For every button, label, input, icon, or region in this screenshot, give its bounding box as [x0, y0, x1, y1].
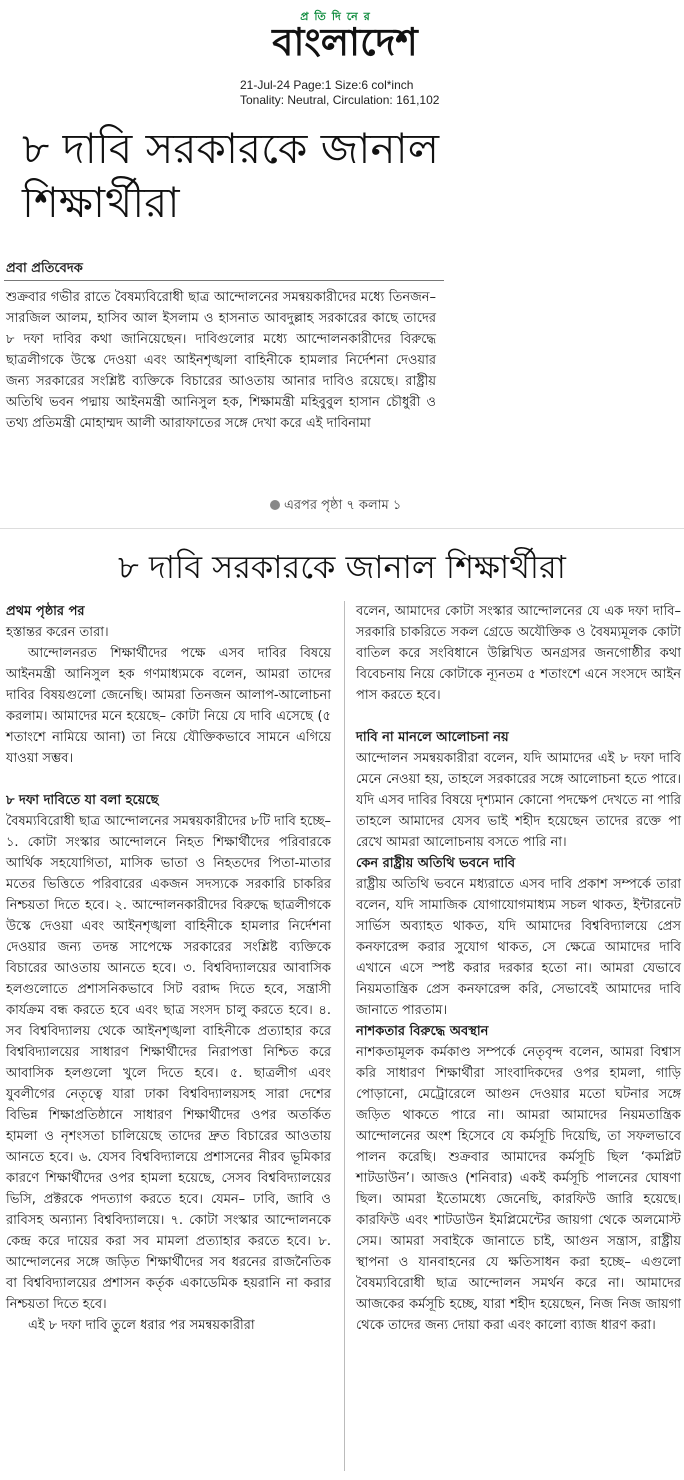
byline-rule: [4, 280, 444, 281]
left-column: [6, 601, 331, 1336]
masthead: [0, 0, 684, 112]
paragraph: রাষ্ট্রীয় অতিথি ভবনে মধ্যরাতে এসব দাবি প্রকাশ সম্পর্কে তারা বলেন, যদি সামাজিক যোগাযোগমাধ্যম সচল থাকত, ইন্টারনেট সার্ভিস অব্যাহত থাকত, যদি আমাদের বিশ্ববিদ্যালয়ে প্রেস কনফারেন্স করার সুযোগ থাকত, সে ক্ষেত্রে আমাদের দাবি এখানে এসে স্পষ্ট করার দরকার হতো না। আমরা যেভাবে নিয়মতান্ত্রিক প্রেস কনফারেন্স করি, সেভাবেই আমাদের দাবি জানাতে পারতাম।: [356, 877, 681, 1018]
subheading: ৮ দফা দাবিতে যা বলা হয়েছে: [6, 793, 159, 808]
front-page-clip: [0, 112, 448, 517]
paragraph: বলেন, আমাদের কোটা সংস্কার আন্দোলনের যে এক দফা দাবি– সরকারি চাকরিতে সকল গ্রেডে অযৌক্তিক ও বৈষম্যমূলক কোটা বাতিল করে সংবিধানে উল্লিখিত অনগ্রসর জনগোষ্ঠীর কথা বিবেচনায় নিয়ে কোটাকে ন্যূনতম ৫ শতাংশে এনে সংসদে আইন পাস করতে হবে।: [356, 604, 681, 703]
paragraph-gap: [6, 769, 331, 790]
byline: প্রবা প্রতিবেদক: [6, 261, 83, 276]
clip-meta-tonality: Tonality: Neutral, Circulation: 161,102: [240, 93, 440, 107]
paragraph-gap: [356, 706, 681, 727]
paragraph: এই ৮ দফা দাবি তুলে ধরার পর সমন্বয়কারীরা: [28, 1318, 255, 1333]
subheading: দাবি না মানলে আলোচনা নয়: [356, 730, 509, 745]
subheading: নাশকতার বিরুদ্ধে অবস্থান: [356, 1024, 489, 1039]
clip-meta-date: 21-Jul-24 Page:1 Size:6 col*inch: [240, 78, 414, 92]
column-divider: [344, 601, 345, 1471]
jump-line: [270, 496, 401, 517]
lead-paragraph: শুক্রবার গভীর রাতে বৈষম্যবিরোধী ছাত্র আন্দোলনের সমন্বয়কারীদের মধ্যে তিনজন– সারজিল আলম, হাসিব আল ইসলাম ও হাসনাত আবদুল্লাহ সরকারের কাছে তাদের ৮ দফা দাবির কথা জানিয়েছেন। দাবিগুলোর মধ্যে আন্দোলনকারীদের বিরুদ্ধে ছাত্রলীগকে উস্কে দেওয়া এবং আইনশৃঙ্খলা বাহিনীকে হামলার নির্দেশনা দেওয়ার জন্য সরকারের সংশ্লিষ্ট ব্যক্তিকে বিচারের আওতায় আনার দাবিও রয়েছে। রাষ্ট্রীয় অতিথি ভবন পদ্মায় আইনমন্ত্রী আনিসুল হক, শিক্ষামন্ত্রী মহিবুবুল হাসান চৌধুরী ও তথ্য প্রতিমন্ত্রী মোহাম্মদ আলী আরাফাতের সঙ্গে দেখা করে এই দাবিনামা: [6, 290, 436, 431]
paragraph: নাশকতামূলক কর্মকাণ্ড সম্পর্কে নেতৃবৃন্দ বলেন, আমরা বিশ্বাস করি সাধারণ শিক্ষার্থীরা সাংবাদিকদের ওপর হামলা, গাড়ি পোড়ানো, মেট্রোরেলে আগুন দেওয়ার মতো ঘটনার সঙ্গে জড়িত থাকতে পারে না। আমরা আমাদের নিয়মতান্ত্রিক আন্দোলনের অংশ হিসেবে যে কর্মসূচি দিয়েছি, তা সফলভাবে পালন করেছি। শুক্রবার আমাদের কর্মসূচি ছিল ‘কমপ্লিট শাটডাউন’। আজও (শনিবার) একই কর্মসূচি পালনের ঘোষণা ছিল। আমরা ইতোমধ্যে জেনেছি, কারফিউ জারি হয়েছে। কারফিউ এবং শাটডাউন ইমপ্লিমেন্টের জায়গা থেকে অলমোস্ট সেম। আমরা সবাইকে জানাতে চাই, আগুন সন্ত্রাস, রাষ্ট্রীয় স্থাপনা ও যানবাহনের যে ক্ষতিসাধন করা হচ্ছে– এগুলো বৈষম্যবিরোধী ছাত্র আন্দোলন সমর্থন করে না। আমাদের আজকের কর্মসূচি হচ্ছে, যারা শহীদ হয়েছেন, নিজ নিজ জায়গা থেকে তাদের জন্য দোয়া করা এবং কালো ব্যাজ ধারণ করা।: [356, 1045, 681, 1333]
bullet-dot-icon: [270, 500, 280, 510]
masthead-logo: বাংলাদেশ: [272, 20, 418, 64]
right-column: [356, 601, 681, 1336]
continuation-headline: ৮ দাবি সরকারকে জানাল শিক্ষার্থীরা: [118, 548, 566, 586]
paragraph: বৈষম্যবিরোধী ছাত্র আন্দোলনের সমন্বয়কারীদের ৮টি দাবি হচ্ছে– ১. কোটা সংস্কার আন্দোলনে নিহত শিক্ষার্থীদের পরিবারকে আর্থিক সহযোগিতা, মাসিক ভাতা ও নিহতদের পিতা-মাতার মতের ভিত্তিতে পরিবারের একজন সদস্যকে সরকারি চাকরির নিশ্চয়তা দিতে হবে। ২. আন্দোলনকারীদের বিরুদ্ধে ছাত্রলীগকে উস্কে দেওয়া এবং আইনশৃঙ্খলা বাহিনীকে হামলার নির্দেশনা দেওয়ার জন্য তদন্ত সাপেক্ষে সরকারের সংশ্লিষ্ট ব্যক্তিকে বিচারের আওতায় আনতে হবে। ৩. বিশ্ববিদ্যালয়ের আবাসিক হলগুলোতে প্রশাসনিকভাবে সিট বরাদ্দ দিতে হবে, সন্ত্রাসী কার্যক্রম বন্ধ করতে হবে এবং ছাত্র সংসদ চালু করতে হবে। ৪. সব বিশ্ববিদ্যালয় থেকে আইনশৃঙ্খলা বাহিনীকে প্রত্যাহার করে বিশ্ববিদ্যালয়ের সাধারণ শিক্ষার্থীদের নিরাপত্তা নিশ্চিত করে আবাসিক হলগুলো খুলে দিতে হবে। ৫. ছাত্রলীগ এবং যুবলীগের নেতৃত্বে যারা ঢাকা বিশ্ববিদ্যালয়সহ সারা দেশের বিভিন্ন শিক্ষাপ্রতিষ্ঠানে সাধারণ শিক্ষার্থীদের ওপর অতর্কিত হামলা ও নৃশংসতা চালিয়েছে তাদের দ্রুত বিচারের আওতায় আনতে হবে। ৬. যেসব বিশ্ববিদ্যালয়ে প্রশাসনের নীরব ভূমিকার কারণে শিক্ষার্থীদের ওপর হামলা হয়েছে, সেসব বিশ্ববিদ্যালয়ের ভিসি, প্রক্টরকে পদত্যাগ করতে হবে। যেমন– ঢাবি, জাবি ও রাবিসহ অন্যান্য বিশ্ববিদ্যালয়ে। ৭. কোটা সংস্কার আন্দোলনকে কেন্দ্র করে দায়ের করা সব মামলা প্রত্যাহার করতে হবে। ৮. আন্দোলনের সঙ্গে জড়িত শিক্ষার্থীদের সব ধরনের রাজনৈতিক বা বিশ্ববিদ্যালয়ের প্রশাসন কর্তৃক একাডেমিক হয়রানি না করার নিশ্চয়তা দিতে হবে।: [6, 814, 331, 1312]
front-headline: ৮ দাবি সরকারকে জানাল শিক্ষার্থীরা: [22, 124, 440, 227]
paragraph: আন্দোলনরত শিক্ষার্থীদের পক্ষে এসব দাবির বিষয়ে আইনমন্ত্রী আনিসুল হক গণমাধ্যমকে বলেন, আমরা তাদের দাবির বিষয়গুলো জেনেছি। আমরা তিনজন আলাপ-আলোচনা করলাম। আমাদের মনে হয়েছে– কোটা নিয়ে যে দাবি এসেছে (৫ শতাংশে নামিয়ে আনা) তা নিয়ে যৌক্তিকভাবে সামনে এগিয়ে যাওয়া সম্ভব।: [6, 646, 331, 766]
masthead-kicker: প্রতিদিনের: [300, 10, 376, 23]
paragraph: হস্তান্তর করেন তারা।: [6, 625, 109, 640]
subheading: কেন রাষ্ট্রীয় অতিথি ভবনে দাবি: [356, 856, 516, 871]
continuation-clip: [0, 528, 684, 1480]
paragraph: আন্দোলন সমন্বয়কারীরা বলেন, যদি আমাদের এই ৮ দফা দাবি মেনে নেওয়া হয়, তাহলে সরকারের সঙ্গে আলোচনা হতে পারে। যদি এসব দাবির বিষয়ে দৃশ্যমান কোনো পদক্ষেপ দেখতে না পারি তাহলে আমাদের যেসব ভাই শহীদ হয়েছেন তাদের রক্তে পা রেখে আমরা আলোচনায় বসতে পারি না।: [356, 751, 681, 850]
continuation-kicker: প্রথম পৃষ্ঠার পর: [6, 604, 85, 619]
jump-text: এরপর পৃষ্ঠা ৭ কলাম ১: [284, 498, 402, 513]
